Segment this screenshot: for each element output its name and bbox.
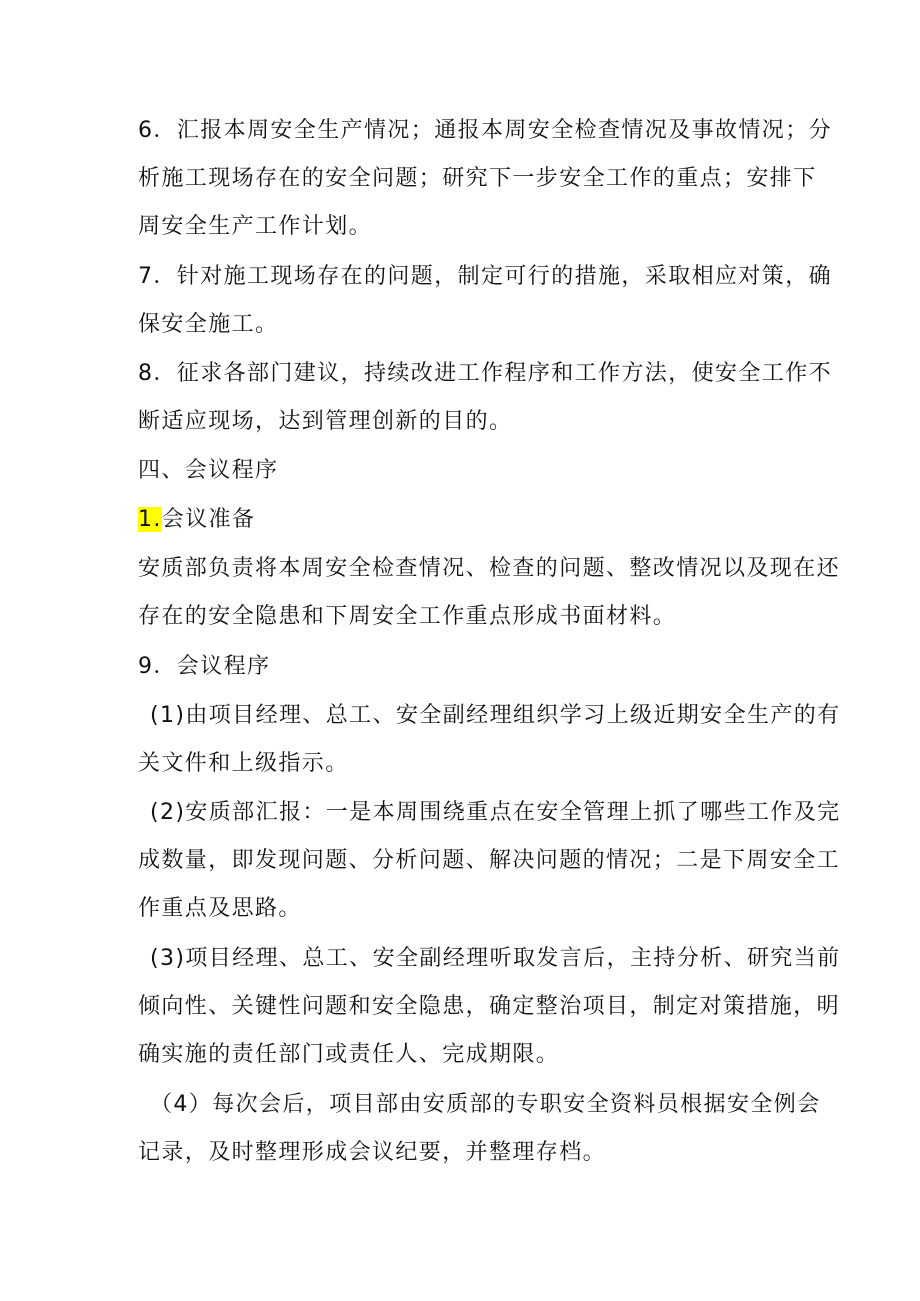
paragraph-item-6 — [138, 107, 832, 251]
text-line: （4）每次会后，项目部由安质部的专职安全资料员根据安全例会 — [150, 1092, 821, 1117]
text-line: (3)项目经理、总工、安全副经理听取发言后，主持分析、研究当前 — [150, 946, 841, 971]
text-line: 析施工现场存在的安全问题；研究下一步安全工作的重点；安排下 — [138, 166, 817, 191]
text-line: 周安全生产工作计划。 — [138, 214, 373, 239]
list-item-2 — [138, 789, 841, 933]
text-line: 关文件和上级指示。 — [138, 751, 349, 776]
paragraph-item-9 — [138, 643, 788, 691]
text-line: 断适应现场，达到管理创新的目的。 — [138, 409, 513, 434]
text-line: 6．汇报本周安全生产情况；通报本周安全检查情况及事故情况；分 — [138, 118, 832, 143]
paragraph-item-7 — [138, 253, 832, 349]
text-line: 7．针对施工现场存在的问题，制定可行的措施，采取相应对策，确 — [138, 264, 832, 289]
text-line: 倾向性、关键性问题和安全隐患，确定整治项目，制定对策措施，明 — [138, 994, 841, 1019]
text-line: 存在的安全隐患和下周安全工作重点形成书面材料。 — [138, 604, 677, 629]
list-item-1 — [138, 692, 841, 788]
text-line: (2)安质部汇报：一是本周围绕重点在安全管理上抓了哪些工作及完 — [150, 800, 841, 825]
text-line — [138, 496, 788, 544]
list-item-4 — [138, 1081, 821, 1177]
section-heading — [138, 447, 788, 495]
text-line: 9．会议程序 — [138, 654, 271, 679]
text-line: 成数量，即发现问题、分析问题、解决问题的情况；二是下周安全工 — [138, 848, 841, 873]
highlighted-number: 1. — [138, 507, 162, 532]
text-line: (1)由项目经理、总工、安全副经理组织学习上级近期安全生产的有 — [150, 703, 841, 728]
paragraph-item-8 — [138, 350, 832, 446]
list-item-3 — [138, 935, 841, 1079]
text-line: 安质部负责将本周安全检查情况、检查的问题、整改情况以及现在还 — [138, 556, 841, 581]
text-line: 保安全施工。 — [138, 312, 279, 337]
text-line: 记录，及时整理形成会议纪要，并整理存档。 — [138, 1140, 607, 1165]
text-line: 8．征求各部门建议，持续改进工作程序和工作方法，使安全工作不 — [138, 361, 832, 386]
subsection-heading — [138, 496, 788, 544]
heading-text: 四、会议程序 — [138, 458, 279, 483]
text-line: 确实施的责任部门或责任人、完成期限。 — [138, 1042, 560, 1067]
preparation-paragraph — [138, 545, 841, 641]
text-line: 作重点及思路。 — [138, 896, 302, 921]
subsection-title: 会议准备 — [161, 507, 256, 532]
